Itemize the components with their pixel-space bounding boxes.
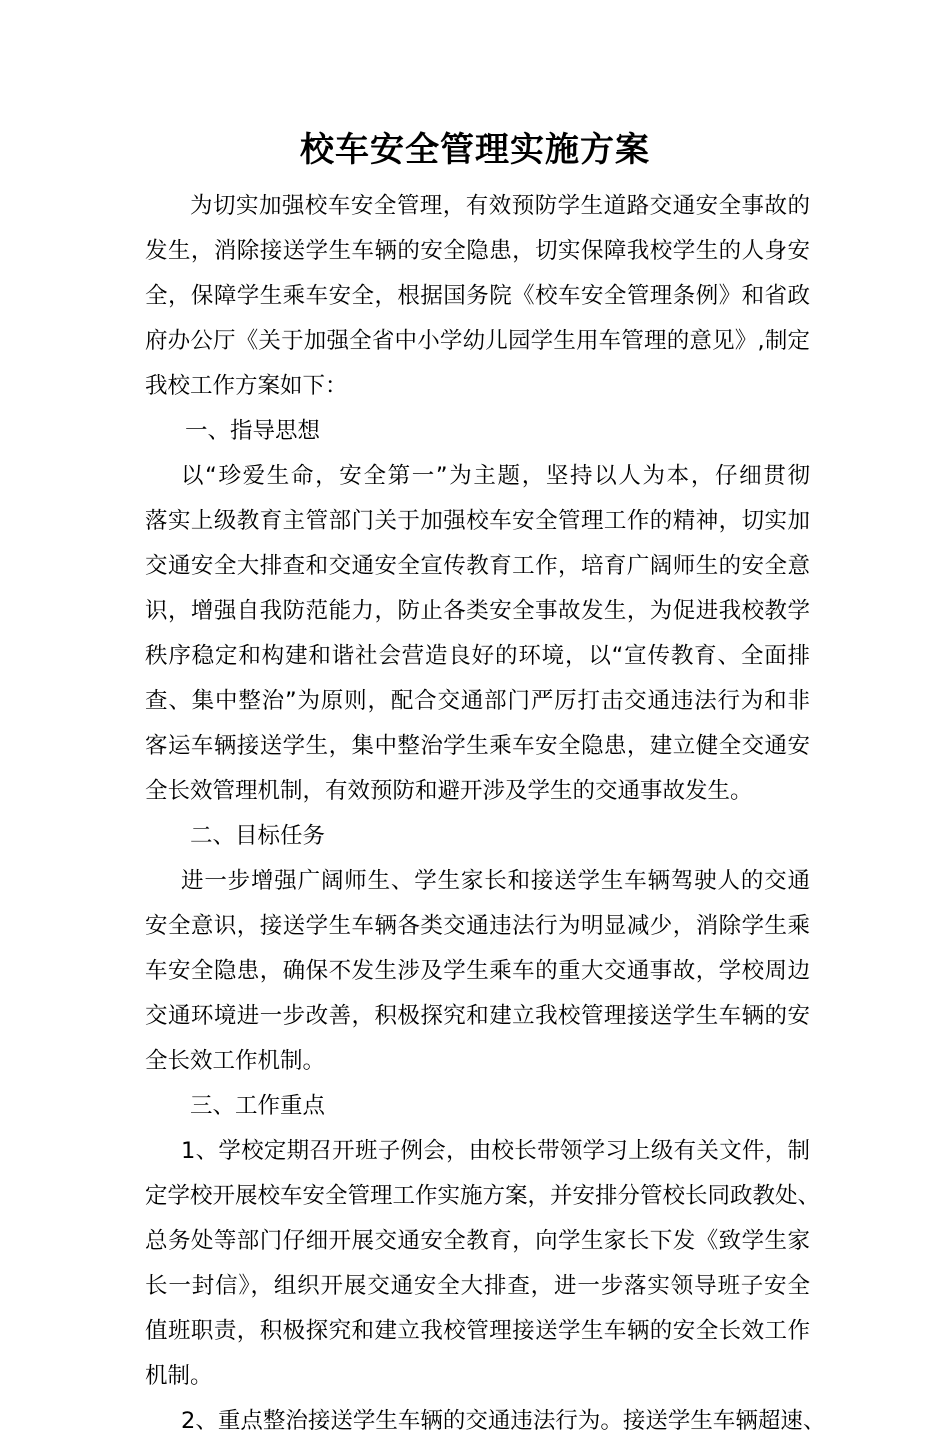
paragraph-line: 为切实加强校车安全管理，有效预防学生道路交通安全事故的	[190, 193, 810, 219]
paragraph-line: 我校工作方案如下：	[145, 373, 348, 399]
document-body	[145, 184, 826, 1444]
paragraph-line: 全长效工作机制。	[145, 1048, 326, 1074]
paragraph-line: 车安全隐患，确保不发生涉及学生乘车的重大交通事故，学校周边	[145, 958, 810, 984]
paragraph-line: 客运车辆接送学生，集中整治学生乘车安全隐患，建立健全交通安	[145, 733, 810, 759]
paragraph-line: 定学校开展校车安全管理工作实施方案，并安排分管校长同政教处、	[145, 1183, 821, 1209]
paragraph-line: 全长效管理机制，有效预防和避开涉及学生的交通事故发生。	[145, 778, 753, 804]
paragraph-line: 以“珍爱生命，安全第一”为主题，坚持以人为本，仔细贯彻	[181, 463, 810, 489]
paragraph-line: 1、学校定期召开班子例会，由校长带领学习上级有关文件，制	[181, 1138, 810, 1164]
paragraph-line: 识，增强自我防范能力，防止各类安全事故发生，为促进我校教学	[145, 598, 810, 624]
paragraph-line: 落实上级教育主管部门关于加强校车安全管理工作的精神，切实加	[145, 508, 810, 534]
paragraph-line: 机制。	[145, 1363, 213, 1389]
paragraph-line: 交通安全大排查和交通安全宣传教育工作，培育广阔师生的安全意	[145, 553, 810, 579]
paragraph-line: 全，保障学生乘车安全，根据国务院《校车安全管理条例》和省政	[145, 283, 810, 309]
paragraph-line: 进一步增强广阔师生、学生家长和接送学生车辆驾驶人的交通	[181, 868, 810, 894]
section-heading: 三、工作重点	[190, 1093, 326, 1119]
paragraph-line: 府办公厅《关于加强全省中小学幼儿园学生用车管理的意见》,制定	[145, 328, 810, 354]
paragraph-line: 长一封信》，组织开展交通安全大排查，进一步落实领导班子安全	[145, 1273, 810, 1299]
section-heading: 一、指导思想	[185, 418, 321, 444]
paragraph-line: 交通环境进一步改善，积极探究和建立我校管理接送学生车辆的安	[145, 1003, 810, 1029]
paragraph-line: 查、集中整治”为原则，配合交通部门严厉打击交通违法行为和非	[145, 688, 810, 714]
document-title: 校车安全管理实施方案	[300, 130, 650, 170]
paragraph-line: 值班职责，积极探究和建立我校管理接送学生车辆的安全长效工作	[145, 1318, 810, 1344]
paragraph-line: 2、重点整治接送学生车辆的交通违法行为。接送学生车辆超速、	[181, 1408, 826, 1434]
section-heading: 二、目标任务	[190, 823, 326, 849]
paragraph-line: 秩序稳定和构建和谐社会营造良好的环境，以“宣传教育、全面排	[145, 643, 810, 669]
paragraph-line: 发生，消除接送学生车辆的安全隐患，切实保障我校学生的人身安	[145, 238, 810, 264]
paragraph-line: 安全意识，接送学生车辆各类交通违法行为明显减少，消除学生乘	[145, 913, 810, 939]
paragraph-line: 总务处等部门仔细开展交通安全教育，向学生家长下发《致学生家	[145, 1228, 810, 1254]
